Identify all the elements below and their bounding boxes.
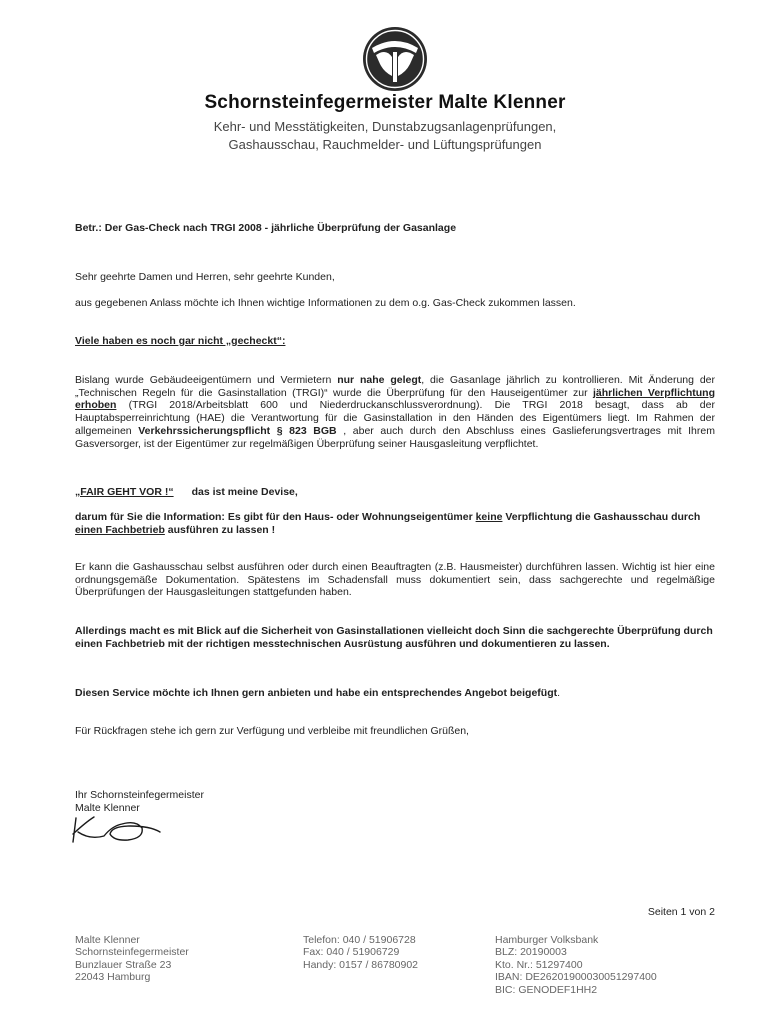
footer-address-line: Bunzlauer Straße 23 [75,958,172,971]
company-name: Schornsteinfegermeister Malte Klenner [204,92,566,113]
footer-address-line: Malte Klenner [75,934,140,946]
footer-bank [495,934,657,996]
paragraph-no-obligation [75,511,715,536]
closing-name: Malte Klenner [75,801,140,814]
p5-end: . [557,687,561,699]
company-services-line1: Kehr- und Messtätigkeiten, Dunstabzugsanlagenprüfungen, [213,119,557,134]
paragraph-service-offer [75,687,715,700]
footer-bank-name: Hamburger Volksbank [495,934,599,946]
motto-line [75,486,715,499]
footer-account: Kto. Nr.: 51297400 [495,958,583,971]
footer-address [75,934,189,984]
paragraph-safety: Allerdings macht es mit Blick auf die Sicherheit von Gasinstallationen vielleicht doch Sinn die sachgerechte Überprüfung durch einen Fachbetrieb mit der richtigen messtechnischen Ausrüstung ausführen und dokumentieren zu lassen. [75,625,713,650]
letter-subject: Betr.: Der Gas-Check nach TRGI 2008 - jährliche Überprüfung der Gasanlage [75,222,457,234]
p2-emphasis-keine: keine [475,511,503,523]
p1-emphasis-bgb: Verkehrssicherungspflicht § 823 BGB [138,424,337,437]
p2-text-e: ausführen zu lassen ! [164,523,276,536]
p2-text-a: darum für Sie die Information: Es gibt für den Haus- oder Wohnungseigentümer [75,511,476,523]
p5-text: Diesen Service möchte ich Ihnen gern anbieten und habe ein entsprechendes Angebot beigefügt [75,687,558,699]
footer-mobile: Handy: 0157 / 86780902 [303,958,419,971]
p1-text-g: , aber auch durch den Abschluss eines Gaslieferungsvertrages mit Ihrem Gasversorger, ist der Eigentümer zur regelmäßigen Überprüfung seiner Hausgasleitung verpflichtet. [75,424,715,450]
letter-intro: aus gegebenen Anlass möchte ich Ihnen wichtige Informationen zu dem o.g. Gas-Check zukommen lassen. [75,297,576,309]
section-heading: Viele haben es noch gar nicht „gecheckt“: [75,335,286,347]
closing-title: Ihr Schornsteinfegermeister [75,789,204,801]
footer-address-line: Schornsteinfegermeister [75,946,189,959]
footer-blz: BLZ: 20190003 [495,946,567,959]
paragraph-self-inspection: Er kann die Gashausschau selbst ausführen oder durch einen Beauftragten (z.B. Hausmeister) durchführen lassen. Wichtig ist hier eine ordnungsgemäße Dokumentation. Spätestens im Schadensfall muss dokumentiert sein, dass sachgerechte und regelmäßige Überprüfungen der Hausgasleitungen stattgefunden haben. [75,561,715,599]
p2-text-c: Verpflichtung die Gashausschau durch [502,511,701,523]
paragraph-contact: Für Rückfragen stehe ich gern zur Verfügung und verbleibe mit freundlichen Grüßen, [75,725,469,737]
footer-fax: Fax: 040 / 51906729 [303,946,400,959]
p1-text-a: Bislang wurde Gebäudeeigentümern und Vermietern [75,374,338,386]
p1-emphasis-verpflichtung: jährlichen Verpflichtung erhoben [75,386,715,412]
p2-emphasis-fachbetrieb: einen Fachbetrieb [75,523,165,536]
letter-greeting: Sehr geehrte Damen und Herren, sehr geehrte Kunden, [75,271,335,283]
chimney-sweep-guild-logo-icon [362,26,428,92]
letter-closing [75,789,715,814]
footer-iban: IBAN: DE26201900030051297400 [495,971,657,984]
p1-emphasis-nur-nahe-gelegt: nur nahe gelegt [337,374,422,386]
handwritten-signature-icon [70,812,166,846]
footer-phone: Telefon: 040 / 51906728 [303,934,416,946]
motto-quote: „FAIR GEHT VOR !“ [75,486,174,498]
p1-text-e: (TRGI 2018/Arbeitsblatt 600 und Niederdruckanschlussverordnung). Die TRGI 2018 besagt, dass ab der Hauptabsperreinrichtung (HAE) die Verantwortung für die Gasinstallation in den Händen des Eigentümers liegt. Im Rahmen der allgemeinen [75,399,715,437]
motto-text: das ist meine Devise, [191,486,298,498]
paragraph-regulation [75,374,715,450]
p1-text-c: , die Gasanlage jährlich zu kontrollieren. Mit Änderung der „Technischen Regeln für die Gasinstallation (TRGI)“ wurde die Überprüfung für den Hauseigentümer zur [75,374,715,399]
footer-contact [303,934,418,971]
company-services-line2: Gashausschau, Rauchmelder- und Lüftungsprüfungen [228,137,542,152]
page-number: Seiten 1 von 2 [647,906,715,918]
footer-bic: BIC: GENODEF1HH2 [495,983,598,996]
footer-address-line: 22043 Hamburg [75,971,151,984]
